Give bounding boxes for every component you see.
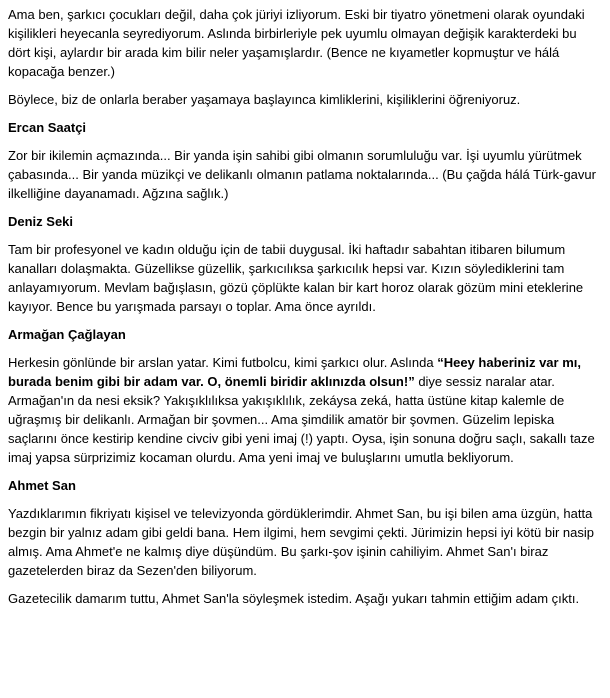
paragraph-text-before-quote: Herkesin gönlünde bir arslan yatar. Kimi futbolcu, kimi şarkıcı olur. Aslında: [8, 355, 438, 370]
section-paragraph-deniz-seki: Tam bir profesyonel ve kadın olduğu için de tabii duygusal. İki haftadır sabahtan itibaren bilumum kanalları dolaşmakta. Güzellikse güzellik, şarkıcılıksa şarkıcılık hepsi var. Kızın söylediklerini tam anlayamıyorum. Mevlam bağışlasın, gözü çöplükte kalan bir kart horoz olarak gözüm mini eteklerine kayıyor. Bence bu yarışmada parsayı o toplar. Ama önce ayrıldı.: [8, 242, 584, 314]
section-heading-ahmet-san: Ahmet San: [8, 478, 76, 493]
intro-paragraph-1: Ama ben, şarkıcı çocukları değil, daha çok jüriyi izliyorum. Eski bir tiyatro yönetmeni olarak oyundaki kişilikleri heyecanla seyrediyorum. Aslında birbirleriyle pek uyumlu olmayan değişik karakterdeki bu dört kişi, aylardır bir arada kim bilir neler yaşamışlardır. (Bence ne kıyametler kopmuştur ve hálá kopacağa benzer.): [8, 7, 585, 79]
section-paragraph-ercan-saatci: Zor bir ikilemin açmazında... Bir yanda işin sahibi gibi olmanın sorumluluğu var. İşi uyumlu yürütmek çabasında... Bir yanda müzikçi ve delikanlı olmanın patlama noktalarında... (Bu çağda hálá Türk-gavur ilkelliğine dayanamadı. Ağzına sağlık.): [8, 148, 596, 201]
section-heading-armagan-caglayan: Armağan Çağlayan: [8, 327, 126, 342]
intro-paragraph-2: Böylece, biz de onlarla beraber yaşamaya başlayınca kimliklerini, kişiliklerini öğreniyoruz.: [8, 92, 521, 107]
section-heading-deniz-seki: Deniz Seki: [8, 214, 74, 229]
section-paragraph-ahmet-san-1: Yazdıklarımın fikriyatı kişisel ve televizyonda gördüklerimdir. Ahmet San, bu işi bilen ama üzgün, hatta bezgin bir yalnız adam gibi geldi bana. Hem ilgimi, hem sevgimi çekti. Jürimizin hepsi iyi kötü bir nasip almış. Ama Ahmet'e ne kalmış diye düşündüm. Bu şarkı-şov işinin cahiliyim. Ahmet San'ı biraz gazetelerden biraz da Sezen'den biliyorum.: [8, 506, 594, 578]
section-heading-ercan-saatci: Ercan Saatçi: [8, 120, 87, 135]
section-paragraph-armagan-caglayan: [8, 353, 602, 467]
article-body: [8, 5, 602, 608]
bold-inline-quote: “Heey haberiniz var mı, burada benim gibi bir adam var. O, önemli biridir aklınızda olsun!”: [8, 355, 581, 389]
paragraph-text-after-quote: diye sessiz naralar atar. Armağan'ın da nesi eksik? Yakışıklılıksa yakışıklılık, zekáysa zeká, hatta üstüne kitap kalemle de uğraşmış bir delikanlı. Armağan bir şovmen... Ama şimdilik amatör bir şovmen. Güzelim lepiska saçlarını önce kestirip kendine civciv gibi yeni imaj (!) yaptı. Oysa, işin sonuna doğru saçlı, sakallı taze imaj yapsa sürprizimiz kocaman olurdu. Ama yeni imaj ve buluşlarını umutla bekliyorum.: [8, 374, 595, 465]
section-paragraph-ahmet-san-2: Gazetecilik damarım tuttu, Ahmet San'la söyleşmek istedim. Aşağı yukarı tahmin ettiğim adam çıktı.: [8, 591, 580, 606]
